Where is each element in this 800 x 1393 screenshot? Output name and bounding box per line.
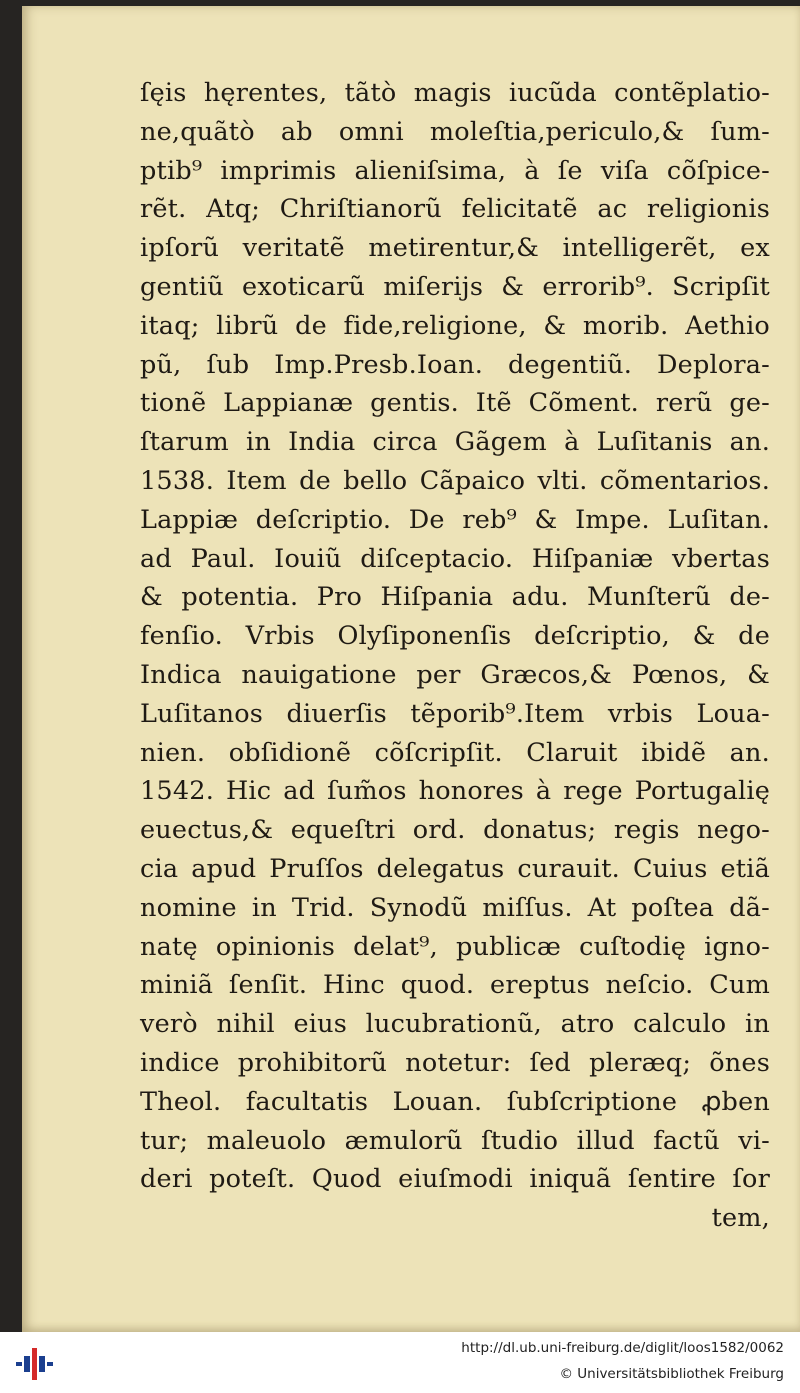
text-line: Luſitanos diuerſis tẽporib⁹.Item vrbis Loua- [140,698,770,729]
text-line: & potentia. Pro Hiſpania adu. Munſterũ de- [140,582,770,613]
text-line: nien. obſidionẽ cõſcripſit. Claruit ibidẽ an. [140,737,770,768]
text-line: 1542. Hic ad ſum̃os honores à rege Portugalię [140,776,770,807]
ub-freiburg-logo-icon [14,1346,54,1382]
text-line: ptib⁹ imprimis alieniſsima, à ſe viſa cõſpice- [140,155,770,186]
text-line: ipſorũ veritatẽ metirentur,& intelligerẽt, ex [140,233,770,264]
text-line: tionẽ Lappianæ gentis. Itẽ Cõment. rerũ ge- [140,388,770,419]
text-line: miniã ſenſit. Hinc quod. ereptus neſcio. Cum [140,970,770,1001]
catchword: tem, [711,1203,770,1234]
text-line: ad Paul. Iouiũ diſceptacio. Hiſpaniæ vbertas [140,543,770,574]
text-line: natę opinionis delat⁹, publicæ cuſtodię igno- [140,931,770,962]
text-line: pũ, ſub Imp.Presb.Ioan. degentiũ. Deplora- [140,349,770,380]
text-line: rẽt. Atq; Chriſtianorũ felicitatẽ ac religionis [140,194,770,225]
text-line: deri poteſt. Quod eiuſmodi iniquã ſentire ſor [140,1164,770,1195]
viewer-footer [0,1332,800,1393]
copyright-notice: © Universitätsbibliothek Freiburg [559,1366,784,1382]
text-line: ſtarum in India circa Gãgem à Luſitanis an. [140,427,770,458]
text-line: verò nihil eius lucubrationũ, atro calculo in [140,1009,770,1040]
text-line: gentiũ exoticarũ miſerijs & errorib⁹. Scripſit [140,271,770,302]
text-line: cia apud Pruſſos delegatus curauit. Cuius etiã [140,853,770,884]
text-line: indice prohibitorũ notetur: ſed pleræq; õnes [140,1047,770,1078]
text-line: ne,quãtò ab omni moleſtia,periculo,& ſum- [140,116,770,147]
text-line: Theol. facultatis Louan. ſubſcriptione ꝓben [140,1086,770,1117]
text-line: euectus,& equeſtri ord. donatus; regis nego- [140,815,770,846]
text-line: Lappiæ deſcriptio. De reb⁹ & Impe. Luſitan. [140,504,770,535]
text-line: Indica nauigatione per Græcos,& Pœnos, & [140,659,770,690]
text-line: fenſio. Vrbis Olyſiponenſis deſcriptio, & de [140,621,770,652]
text-line: nomine in Trid. Synodũ miſſus. At poſtea dã- [140,892,770,923]
text-line: 1538. Item de bello Cãpaico vlti. cõmentarios. [140,465,770,496]
text-line: itaq; librũ de fide,religione, & morib. Aethio [140,310,770,341]
text-line: ſęis hęrentes, tãtò magis iucũda contẽplatio- [140,78,770,108]
source-url[interactable]: http://dl.ub.uni-freiburg.de/diglit/loos1582/0062 [461,1340,784,1356]
page-text-block [140,74,770,1238]
book-page [22,6,800,1332]
text-line: tur; maleuolo æmulorũ ſtudio illud factũ vi- [140,1125,770,1156]
